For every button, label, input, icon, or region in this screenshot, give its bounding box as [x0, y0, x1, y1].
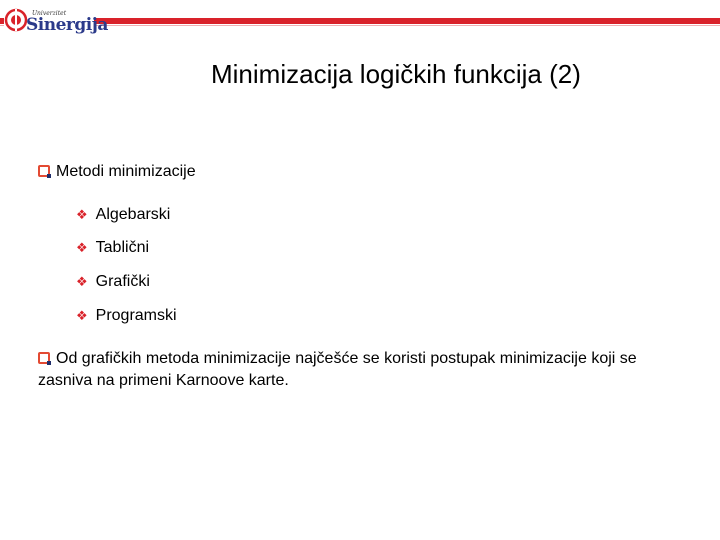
square-bullet-icon	[38, 165, 50, 177]
logo-wordmark: Sinergija	[26, 15, 108, 35]
university-logo	[4, 4, 108, 36]
bullet-text: Od grafičkih metoda minimizacije najčešće se koristi postupak minimizacije koji se zasniva na primeni Karnoove karte.	[38, 350, 637, 389]
square-bullet-icon	[38, 352, 50, 364]
bullet-item	[38, 348, 678, 392]
diamond-bullet-icon: ❖	[76, 240, 88, 255]
sub-bullet-item	[76, 204, 170, 226]
header-bar	[0, 18, 720, 24]
sub-bullet-item	[76, 271, 150, 293]
diamond-bullet-icon: ❖	[76, 274, 88, 289]
diamond-bullet-icon: ❖	[76, 308, 88, 323]
sub-bullet-text: Programski	[95, 307, 177, 324]
sub-bullet-text: Tablični	[95, 239, 150, 256]
sub-bullet-item	[76, 237, 149, 259]
sub-bullet-text: Grafički	[95, 273, 150, 290]
header-rule	[0, 25, 720, 26]
logo-emblem-icon	[4, 6, 28, 34]
diamond-bullet-icon: ❖	[76, 207, 88, 222]
bullet-text: Metodi minimizacije	[56, 163, 196, 180]
slide-title: Minimizacija logičkih funkcija (2)	[211, 59, 581, 89]
logo-subtitle: Univerzitet	[32, 10, 67, 17]
bullet-item	[38, 161, 196, 183]
sub-bullet-item	[76, 305, 177, 327]
sub-bullet-text: Algebarski	[95, 206, 171, 223]
